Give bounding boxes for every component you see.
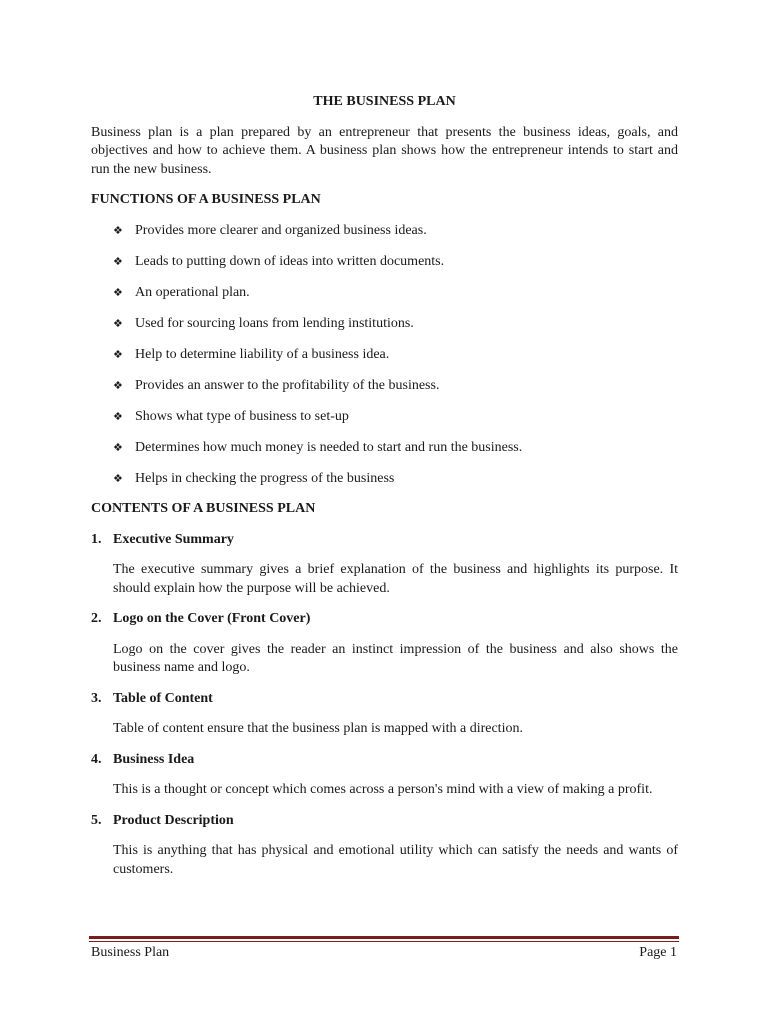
section-body: Table of content ensure that the business plan is mapped with a direction. — [113, 721, 523, 736]
list-item-text: Used for sourcing loans from lending institutions. — [135, 315, 414, 331]
section-title: Product Description — [113, 812, 234, 828]
list-item — [113, 253, 678, 272]
contents-list — [91, 531, 678, 880]
contents-heading: CONTENTS OF A BUSINESS PLAN — [91, 501, 316, 516]
section-title: Logo on the Cover (Front Cover) — [113, 611, 311, 626]
functions-list — [91, 222, 678, 489]
section-number: 2. — [91, 611, 102, 626]
contents-item-table-of-content — [91, 690, 678, 739]
list-item — [113, 439, 678, 458]
footer-rule-thin — [89, 941, 679, 942]
functions-heading: FUNCTIONS OF A BUSINESS PLAN — [91, 192, 321, 207]
diamond-bullet-icon: ❖ — [113, 440, 123, 454]
section-heading — [91, 751, 678, 770]
section-heading — [91, 531, 678, 550]
list-item-text: Helps in checking the progress of the business — [135, 470, 395, 486]
diamond-bullet-icon: ❖ — [113, 285, 123, 299]
list-item — [113, 377, 678, 396]
section-body: This is a thought or concept which comes across a person's mind with a view of making a profit. — [113, 782, 653, 797]
section-body: Logo on the cover gives the reader an instinct impression of the business and also shows the business name and logo. — [113, 641, 678, 675]
footer-rule-thick — [89, 936, 679, 939]
footer-document-name: Business Plan — [91, 945, 170, 960]
diamond-bullet-icon: ❖ — [113, 254, 123, 268]
contents-item-business-idea — [91, 751, 678, 800]
section-number: 5. — [91, 812, 102, 828]
list-item-text: Leads to putting down of ideas into written documents. — [135, 253, 445, 269]
list-item-text: Determines how much money is needed to start and run the business. — [135, 439, 523, 455]
diamond-bullet-icon: ❖ — [113, 378, 123, 392]
list-item — [113, 470, 678, 489]
document-title: THE BUSINESS PLAN — [313, 94, 456, 109]
contents-item-executive-summary — [91, 531, 678, 599]
section-title: Business Idea — [113, 751, 195, 767]
section-heading — [91, 610, 678, 629]
section-title: Table of Content — [113, 690, 213, 706]
contents-item-logo-on-cover — [91, 610, 678, 678]
diamond-bullet-icon: ❖ — [113, 223, 123, 237]
section-number: 4. — [91, 751, 102, 767]
intro-paragraph: Business plan is a plan prepared by an entrepreneur that presents the business ideas, goals, and objectives and how to achieve them. A business plan shows how the entrepreneur intends to start and run the new business. — [91, 124, 678, 177]
list-item — [113, 222, 678, 241]
diamond-bullet-icon: ❖ — [113, 471, 123, 485]
list-item-text: Provides more clearer and organized business ideas. — [135, 222, 427, 238]
section-heading — [91, 812, 678, 831]
list-item-text: An operational plan. — [135, 284, 250, 300]
section-heading — [91, 690, 678, 709]
diamond-bullet-icon: ❖ — [113, 316, 123, 330]
footer-page-number: Page 1 — [639, 945, 677, 960]
diamond-bullet-icon: ❖ — [113, 409, 123, 423]
list-item — [113, 284, 678, 303]
list-item-text: Help to determine liability of a business idea. — [135, 346, 390, 362]
section-title: Executive Summary — [113, 531, 234, 547]
section-number: 1. — [91, 531, 102, 547]
diamond-bullet-icon: ❖ — [113, 347, 123, 361]
section-body: The executive summary gives a brief explanation of the business and highlights its purpose. It should explain how the purpose will be achieved. — [113, 562, 678, 596]
page-content — [91, 93, 678, 891]
list-item — [113, 408, 678, 427]
list-item — [113, 315, 678, 334]
list-item-text: Provides an answer to the profitability of the business. — [135, 377, 440, 393]
contents-item-product-description — [91, 812, 678, 880]
list-item — [113, 346, 678, 365]
section-body: This is anything that has physical and emotional utility which can satisfy the needs and wants of customers. — [113, 843, 678, 877]
section-number: 3. — [91, 690, 102, 706]
list-item-text: Shows what type of business to set-up — [135, 408, 349, 424]
